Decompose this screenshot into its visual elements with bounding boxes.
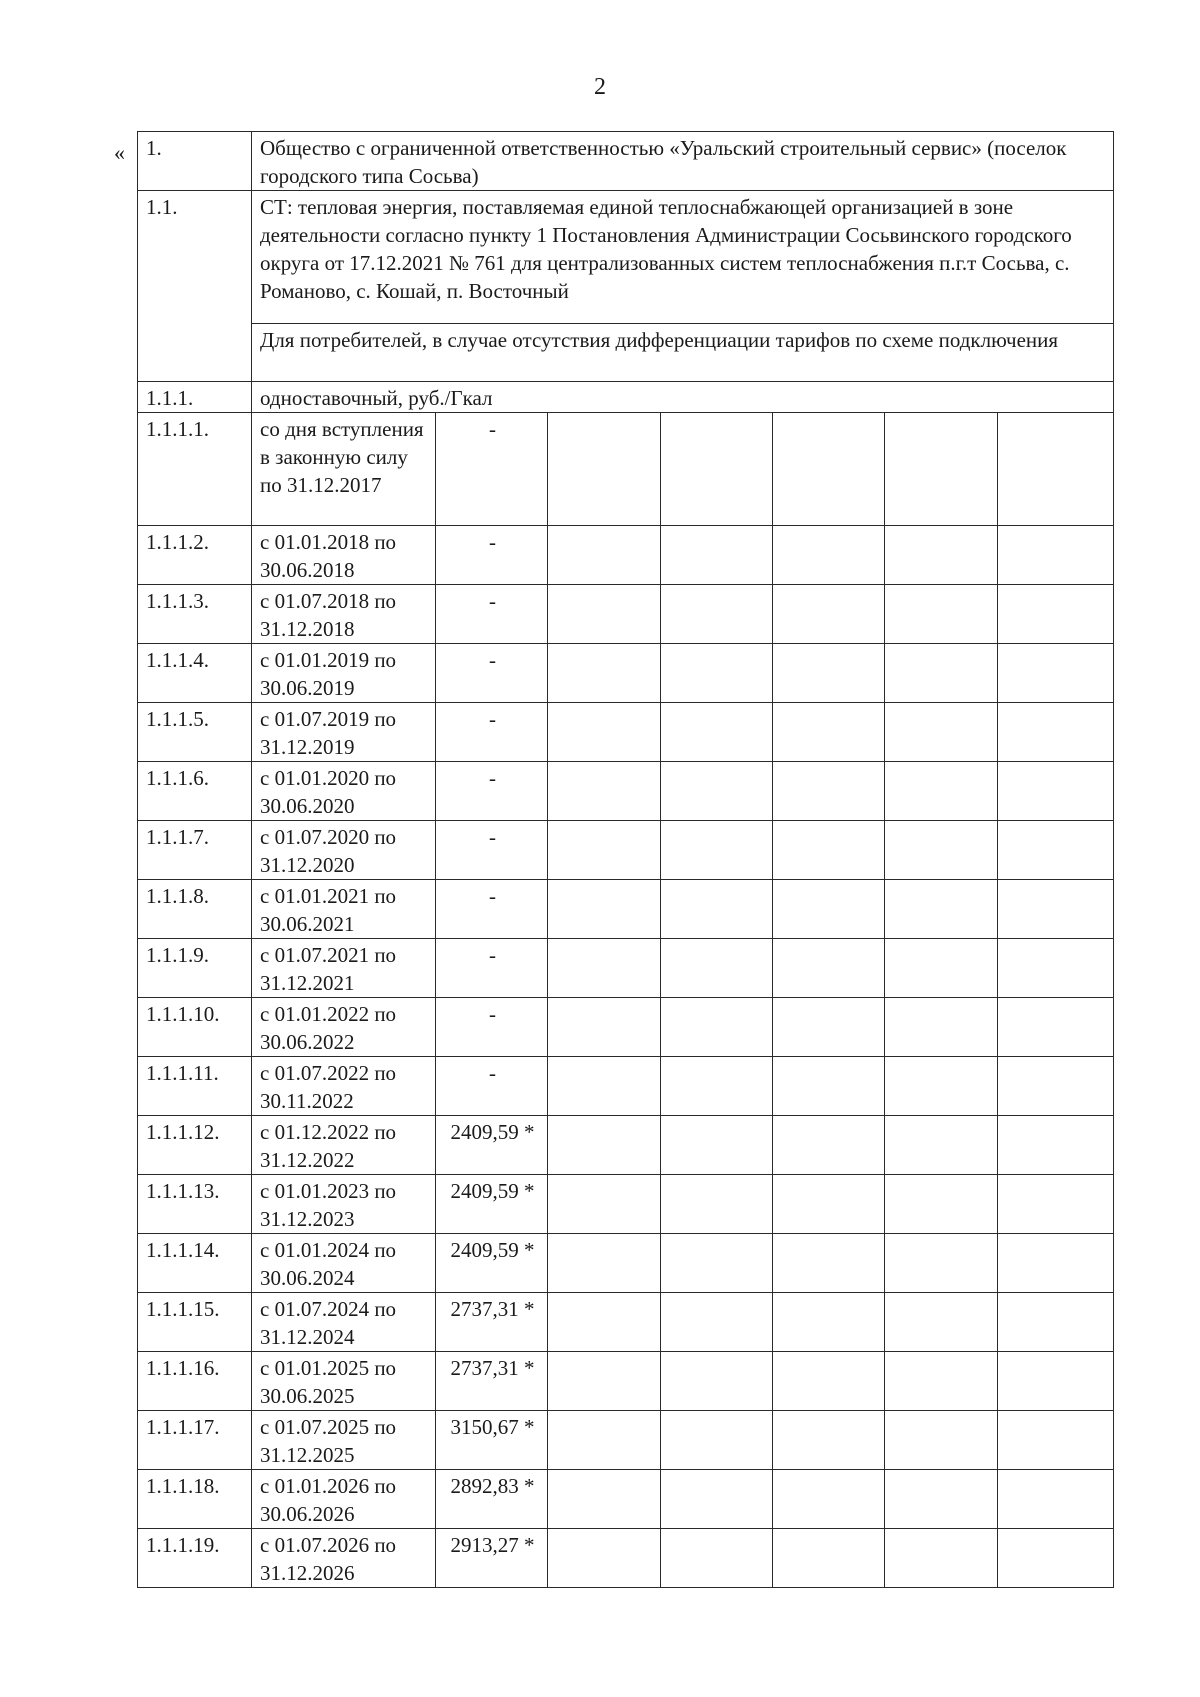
table-row: [138, 703, 1114, 762]
empty-cell: [661, 703, 773, 762]
row-tariff-value: 2409,59 *: [436, 1234, 548, 1293]
row-period: с 01.12.2022 по 31.12.2022: [252, 1116, 436, 1175]
row-tariff-value: -: [436, 1057, 548, 1116]
opening-quote-mark: «: [114, 140, 125, 165]
empty-cell: [998, 413, 1114, 526]
table-row: [138, 1352, 1114, 1411]
table-row: [138, 939, 1114, 998]
empty-cell: [773, 644, 885, 703]
ct-row: [138, 191, 1114, 324]
row-number: 1.1.1.15.: [138, 1293, 252, 1352]
empty-cell: [661, 585, 773, 644]
row-number: 1.1.1.2.: [138, 526, 252, 585]
empty-cell: [548, 1057, 661, 1116]
empty-cell: [998, 1529, 1114, 1588]
row-tariff-value: 2913,27 *: [436, 1529, 548, 1588]
empty-cell: [885, 1116, 998, 1175]
empty-cell: [998, 762, 1114, 821]
empty-cell: [773, 762, 885, 821]
empty-cell: [548, 1175, 661, 1234]
empty-cell: [548, 821, 661, 880]
consumers-row: [138, 324, 1114, 382]
row-period: с 01.01.2018 по 30.06.2018: [252, 526, 436, 585]
row-tariff-value: -: [436, 585, 548, 644]
empty-cell: [548, 526, 661, 585]
row-period: с 01.07.2025 по 31.12.2025: [252, 1411, 436, 1470]
empty-cell: [661, 880, 773, 939]
org-row-name: Общество с ограниченной ответственностью «Уральский строительный сервис» (поселок городского типа Сосьва): [252, 132, 1114, 191]
empty-cell: [885, 1293, 998, 1352]
empty-cell: [661, 939, 773, 998]
row-number: 1.1.1.9.: [138, 939, 252, 998]
empty-cell: [773, 1411, 885, 1470]
tariff-table: [137, 131, 1114, 1588]
empty-cell: [885, 880, 998, 939]
empty-cell: [661, 413, 773, 526]
empty-cell: [548, 644, 661, 703]
row-period: с 01.07.2022 по 30.11.2022: [252, 1057, 436, 1116]
row-period: с 01.01.2023 по 31.12.2023: [252, 1175, 436, 1234]
org-row: [138, 132, 1114, 191]
row-number: 1.1.1.13.: [138, 1175, 252, 1234]
table-row: [138, 880, 1114, 939]
empty-cell: [885, 585, 998, 644]
table-row: [138, 413, 1114, 526]
table-row: [138, 998, 1114, 1057]
table-row: [138, 1234, 1114, 1293]
empty-cell: [885, 1529, 998, 1588]
empty-cell: [998, 1116, 1114, 1175]
empty-cell: [773, 939, 885, 998]
row-tariff-value: -: [436, 762, 548, 821]
empty-cell: [998, 526, 1114, 585]
empty-cell: [661, 1293, 773, 1352]
empty-cell: [773, 1470, 885, 1529]
table-row: [138, 1116, 1114, 1175]
row-tariff-value: -: [436, 939, 548, 998]
empty-cell: [548, 1234, 661, 1293]
empty-cell: [998, 1057, 1114, 1116]
empty-cell: [661, 1352, 773, 1411]
empty-cell: [548, 1116, 661, 1175]
row-tariff-value: 2409,59 *: [436, 1116, 548, 1175]
empty-cell: [885, 1352, 998, 1411]
row-tariff-value: -: [436, 413, 548, 526]
table-row: [138, 644, 1114, 703]
empty-cell: [998, 880, 1114, 939]
empty-cell: [885, 644, 998, 703]
page-number: 2: [594, 74, 606, 100]
empty-cell: [773, 821, 885, 880]
row-tariff-value: 2409,59 *: [436, 1175, 548, 1234]
table-row: [138, 1293, 1114, 1352]
row-period: с 01.01.2024 по 30.06.2024: [252, 1234, 436, 1293]
empty-cell: [773, 585, 885, 644]
row-period: с 01.01.2022 по 30.06.2022: [252, 998, 436, 1057]
row-tariff-value: 3150,67 *: [436, 1411, 548, 1470]
row-number: 1.1.1.1.: [138, 413, 252, 526]
row-number: 1.1.1.17.: [138, 1411, 252, 1470]
row-period: с 01.07.2018 по 31.12.2018: [252, 585, 436, 644]
row-number: 1.1.1.4.: [138, 644, 252, 703]
empty-cell: [661, 1411, 773, 1470]
row-period: со дня вступления в законную силу по 31.12.2017: [252, 413, 436, 526]
row-tariff-value: 2737,31 *: [436, 1352, 548, 1411]
empty-cell: [773, 1352, 885, 1411]
table-row: [138, 585, 1114, 644]
table-row: [138, 1411, 1114, 1470]
empty-cell: [773, 1116, 885, 1175]
row-tariff-value: -: [436, 821, 548, 880]
empty-cell: [661, 1234, 773, 1293]
row-period: с 01.01.2020 по 30.06.2020: [252, 762, 436, 821]
table-row: [138, 1470, 1114, 1529]
row-number: 1.1.1.14.: [138, 1234, 252, 1293]
empty-cell: [548, 998, 661, 1057]
table-row: [138, 1057, 1114, 1116]
empty-cell: [661, 1116, 773, 1175]
empty-cell: [773, 703, 885, 762]
row-number: 1.1.1.5.: [138, 703, 252, 762]
ct-row-number: 1.1.: [138, 191, 252, 382]
empty-cell: [548, 1470, 661, 1529]
empty-cell: [548, 762, 661, 821]
empty-cell: [885, 703, 998, 762]
empty-cell: [998, 939, 1114, 998]
empty-cell: [998, 821, 1114, 880]
empty-cell: [885, 1411, 998, 1470]
one-rate-row-label: одноставочный, руб./Гкал: [252, 382, 1114, 413]
empty-cell: [661, 526, 773, 585]
ct-row-description: СТ: тепловая энергия, поставляемая единой теплоснабжающей организацией в зоне деятельности согласно пункту 1 Постановления Администрации Сосьвинского городского округа от 17.12.2021 № 761 для централизованных систем теплоснабжения п.г.т Сосьва, с. Романово, с. Кошай, п. Восточный: [252, 191, 1114, 324]
consumers-row-description: Для потребителей, в случае отсутствия дифференциации тарифов по схеме подключения: [252, 324, 1114, 382]
empty-cell: [773, 1175, 885, 1234]
empty-cell: [998, 1352, 1114, 1411]
empty-cell: [885, 1057, 998, 1116]
empty-cell: [885, 526, 998, 585]
row-number: 1.1.1.10.: [138, 998, 252, 1057]
empty-cell: [998, 998, 1114, 1057]
row-number: 1.1.1.6.: [138, 762, 252, 821]
empty-cell: [548, 1352, 661, 1411]
empty-cell: [661, 1057, 773, 1116]
empty-cell: [773, 1057, 885, 1116]
table-row: [138, 821, 1114, 880]
row-tariff-value: -: [436, 880, 548, 939]
empty-cell: [885, 821, 998, 880]
empty-cell: [773, 1293, 885, 1352]
table-row: [138, 1529, 1114, 1588]
empty-cell: [661, 762, 773, 821]
row-number: 1.1.1.3.: [138, 585, 252, 644]
row-number: 1.1.1.11.: [138, 1057, 252, 1116]
empty-cell: [661, 998, 773, 1057]
org-row-number: 1.: [138, 132, 252, 191]
empty-cell: [661, 1470, 773, 1529]
empty-cell: [773, 526, 885, 585]
empty-cell: [885, 1234, 998, 1293]
row-number: 1.1.1.7.: [138, 821, 252, 880]
row-number: 1.1.1.12.: [138, 1116, 252, 1175]
empty-cell: [548, 1293, 661, 1352]
row-tariff-value: 2892,83 *: [436, 1470, 548, 1529]
one-rate-row: [138, 382, 1114, 413]
empty-cell: [885, 1470, 998, 1529]
empty-cell: [998, 1234, 1114, 1293]
empty-cell: [773, 880, 885, 939]
empty-cell: [885, 1175, 998, 1234]
empty-cell: [885, 998, 998, 1057]
table-row: [138, 526, 1114, 585]
table-row: [138, 1175, 1114, 1234]
row-tariff-value: -: [436, 998, 548, 1057]
row-number: 1.1.1.8.: [138, 880, 252, 939]
row-tariff-value: -: [436, 703, 548, 762]
row-number: 1.1.1.16.: [138, 1352, 252, 1411]
row-tariff-value: 2737,31 *: [436, 1293, 548, 1352]
empty-cell: [998, 585, 1114, 644]
row-period: с 01.07.2026 по 31.12.2026: [252, 1529, 436, 1588]
empty-cell: [998, 644, 1114, 703]
row-tariff-value: -: [436, 526, 548, 585]
empty-cell: [773, 1234, 885, 1293]
empty-cell: [661, 1175, 773, 1234]
empty-cell: [661, 1529, 773, 1588]
empty-cell: [998, 1175, 1114, 1234]
table-row: [138, 762, 1114, 821]
row-period: с 01.07.2020 по 31.12.2020: [252, 821, 436, 880]
empty-cell: [548, 413, 661, 526]
empty-cell: [773, 998, 885, 1057]
row-number: 1.1.1.18.: [138, 1470, 252, 1529]
empty-cell: [998, 1470, 1114, 1529]
row-period: с 01.07.2021 по 31.12.2021: [252, 939, 436, 998]
empty-cell: [885, 762, 998, 821]
empty-cell: [661, 644, 773, 703]
row-period: с 01.01.2026 по 30.06.2026: [252, 1470, 436, 1529]
row-period: с 01.07.2024 по 31.12.2024: [252, 1293, 436, 1352]
row-period: с 01.07.2019 по 31.12.2019: [252, 703, 436, 762]
empty-cell: [885, 413, 998, 526]
row-period: с 01.01.2025 по 30.06.2025: [252, 1352, 436, 1411]
empty-cell: [548, 1529, 661, 1588]
empty-cell: [773, 1529, 885, 1588]
empty-cell: [773, 413, 885, 526]
empty-cell: [548, 939, 661, 998]
empty-cell: [548, 1411, 661, 1470]
empty-cell: [548, 585, 661, 644]
row-period: с 01.01.2019 по 30.06.2019: [252, 644, 436, 703]
row-tariff-value: -: [436, 644, 548, 703]
empty-cell: [998, 1293, 1114, 1352]
empty-cell: [885, 939, 998, 998]
empty-cell: [548, 880, 661, 939]
empty-cell: [548, 703, 661, 762]
empty-cell: [661, 821, 773, 880]
empty-cell: [998, 703, 1114, 762]
empty-cell: [998, 1411, 1114, 1470]
one-rate-row-number: 1.1.1.: [138, 382, 252, 413]
row-number: 1.1.1.19.: [138, 1529, 252, 1588]
row-period: с 01.01.2021 по 30.06.2021: [252, 880, 436, 939]
